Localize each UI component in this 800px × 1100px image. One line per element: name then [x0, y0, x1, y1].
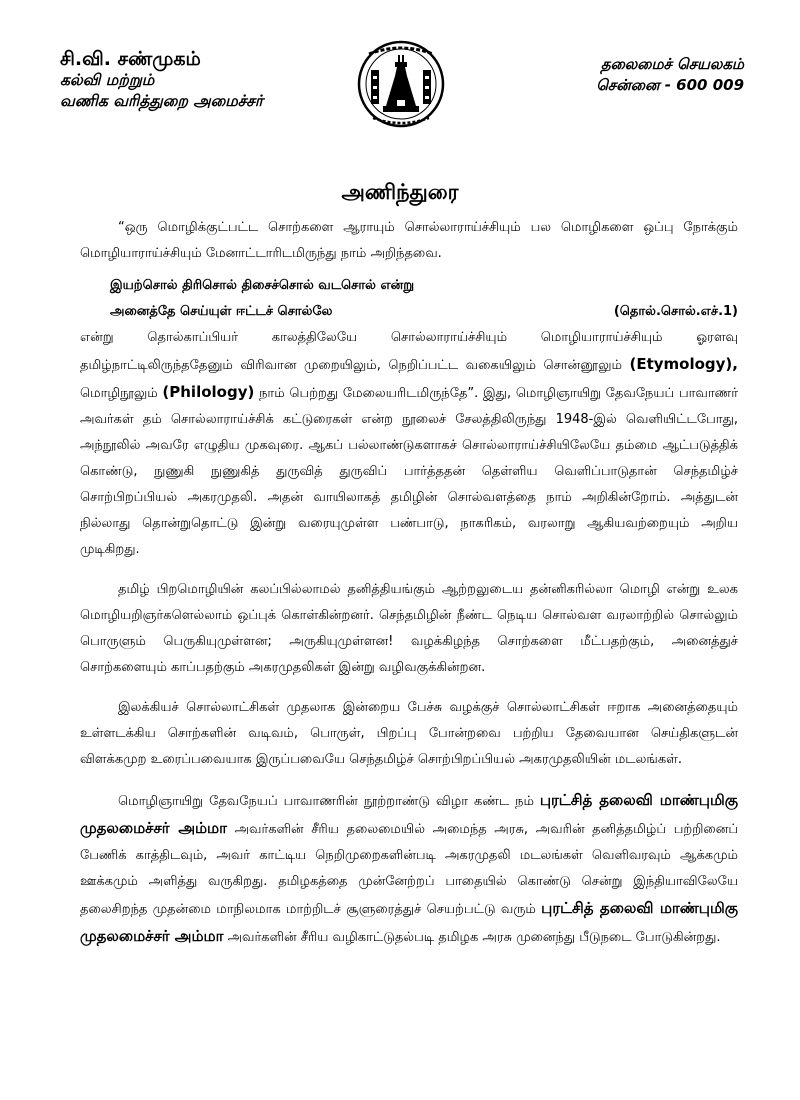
- minister-role-line1: கல்வி மற்றும்: [60, 71, 155, 89]
- honorific-2: புரட்சித் தலைவி மாண்புமிகு முதலமைச்சர் அம்மா: [80, 899, 738, 945]
- term-etymology: (Etymology),: [629, 355, 738, 373]
- paragraph-2-part-2: மொழிநூலும்: [80, 386, 163, 401]
- document-title: அணிந்துரை: [341, 180, 459, 204]
- paragraph-4: இலக்கியச் சொல்லாட்சிகள் முதலாக இன்றைய பேச்சு வழக்குச் சொல்லாட்சிகள் ஈறாக அனைத்தையும் உள்ளடக்கிய சொற்களின் வடிவம், பொருள், பிறப்பு போன்றவை பற்றிய தேவையான செய்திகளுடன் விளக்கமுற உரைப்பவையாக இருப்பவையே செந்தமிழ்ச் சொற்பிறப்பியல் அகரமுதலியின் மடலங்கள்.: [80, 700, 738, 767]
- minister-name: சி.வி. சண்முகம்: [60, 48, 201, 70]
- office-name: தலைமைச் செயலகம்: [600, 55, 744, 73]
- paragraph-2-part-3: நாம் பெற்றது மேலையரிடமிருந்தே”. இது, மொழிஞாயிறு தேவநேயப் பாவாணர் அவர்கள் தம் சொல்லாராய்ச்சிக் கட்டுரைகள் என்ற நூலைச் சேலத்திலிருந்து 1948-இல் வெளியிட்டபோது, அந்நூலில் அவரே எழுதிய முகவுரை. ஆகப் பல்லாண்டுகளாகச் சொல்லாராய்ச்சியிலேயே தம்மை ஆட்படுத்திக் கொண்டு, நுணுகி நுணுகித் துருவித் துருவிப் பார்த்ததன் தெள்ளிய வெளிப்பாடுதான் செந்தமிழ்ச் சொற்பிறப்பியல் அகரமுதலி. அதன் வாயிலாகத் தமிழின் சொல்வளத்தை நாம் அறிகின்றோம். அத்துடன் நில்லாது தொன்றுதொட்டு இன்று வரையுமுள்ள பண்பாடு, நாகரிகம், வரலாறு ஆகியவற்றையும் அறிய முடிகிறது.: [80, 386, 738, 557]
- paragraph-2: [80, 325, 738, 563]
- verse-line-2: அனைத்தே செய்யுள் ஈட்டச் சொல்லே: [110, 304, 333, 319]
- office-block: [514, 54, 744, 96]
- paragraph-5-part-1: மொழிஞாயிறு தேவநேயப் பாவாணரின் நூற்றாண்டு விழா கண்ட நம்: [118, 794, 540, 809]
- paragraph-1: “ஒரு மொழிக்குட்பட்ட சொற்களை ஆராயும் சொல்லாராய்ச்சியும் பல மொழிகளை ஒப்பு நோக்கும் மொழியாராய்ச்சியும் மேனாட்டாரிடமிருந்து நாம் அறிந்தவை.: [80, 220, 738, 261]
- verse-citation: (தொல்.சொல்.எச்.1): [613, 304, 738, 319]
- paragraph-5: [80, 787, 738, 951]
- tamil-nadu-emblem-icon: [357, 40, 445, 128]
- paragraph-5-part-3: அவர்களின் சீரிய வழிகாட்டுதல்படி தமிழக அரசு முனைந்து பீடுநடை போடுகின்றது.: [223, 930, 721, 945]
- office-address: சென்னை - 600 009: [596, 76, 744, 94]
- paragraph-gap: [80, 773, 738, 787]
- paragraph-2-part-1: என்று தொல்காப்பியர் காலத்திலேயே சொல்லாராய்ச்சியும் மொழியாராய்ச்சியும் ஓரளவு தமிழ்நாட்டிலிருந்ததேனும் விரிவான முறையிலும், நெறிப்பட்ட வகையிலும் சொன்னூலும்: [80, 330, 738, 373]
- paragraph-5-part-2: அவர்களின் சீரிய தலைமையில் அமைந்த அரசு, அவரின் தனித்தமிழ்ப் பற்றினைப் பேணிக் காத்திடவும், அவர் காட்டிய நெறிமுறைகளின்படி அகரமுதலி மடலங்கள் வெளிவரவும் ஆக்கமும் ஊக்கமும் அளித்து வருகிறது. தமிழகத்தை முன்னேற்றப் பாதையில் கொண்டு சென்று இந்தியாவிலேயே தலைசிறந்த முதன்மை மாநிலமாக மாற்றிடச் சூளுரைத்துச் செயற்பட்டு வரும்: [80, 822, 738, 917]
- paragraph-3: தமிழ் பிறமொழியின் கலப்பில்லாமல் தனித்தியங்கும் ஆற்றலுடைய தன்னிகரில்லா மொழி என்று உலக மொழியறிஞர்களெல்லாம் ஒப்புக் கொள்கின்றனர். செந்தமிழின் நீண்ட நெடிய சொல்வள வரலாற்றில் சொல்லும் பொருளும் பெருகியுமுள்ளன; அருகியுமுள்ளன! வழக்கிழந்த சொற்களை மீட்பதற்கும், அனைத்துச் சொற்களையும் காப்பதற்கும் அகரமுதலிகள் இன்று வழிவகுக்கின்றன.: [80, 582, 738, 675]
- verse-line-1: இயற்சொல் திரிசொல் திசைச்சொல் வடசொல் என்று: [110, 278, 415, 293]
- minister-block: [60, 48, 360, 112]
- honorific-1: புரட்சித் தலைவி மாண்புமிகு முதலமைச்சர் அம்மா: [80, 791, 738, 837]
- document-body: [80, 215, 738, 951]
- verse-quote: [80, 273, 738, 325]
- paragraph-gap: [80, 681, 738, 695]
- paragraph-gap: [80, 563, 738, 577]
- minister-role-line2: வணிக வரித்துறை அமைச்சர்: [60, 92, 263, 110]
- term-philology: (Philology): [162, 383, 255, 401]
- letterhead: [0, 40, 800, 140]
